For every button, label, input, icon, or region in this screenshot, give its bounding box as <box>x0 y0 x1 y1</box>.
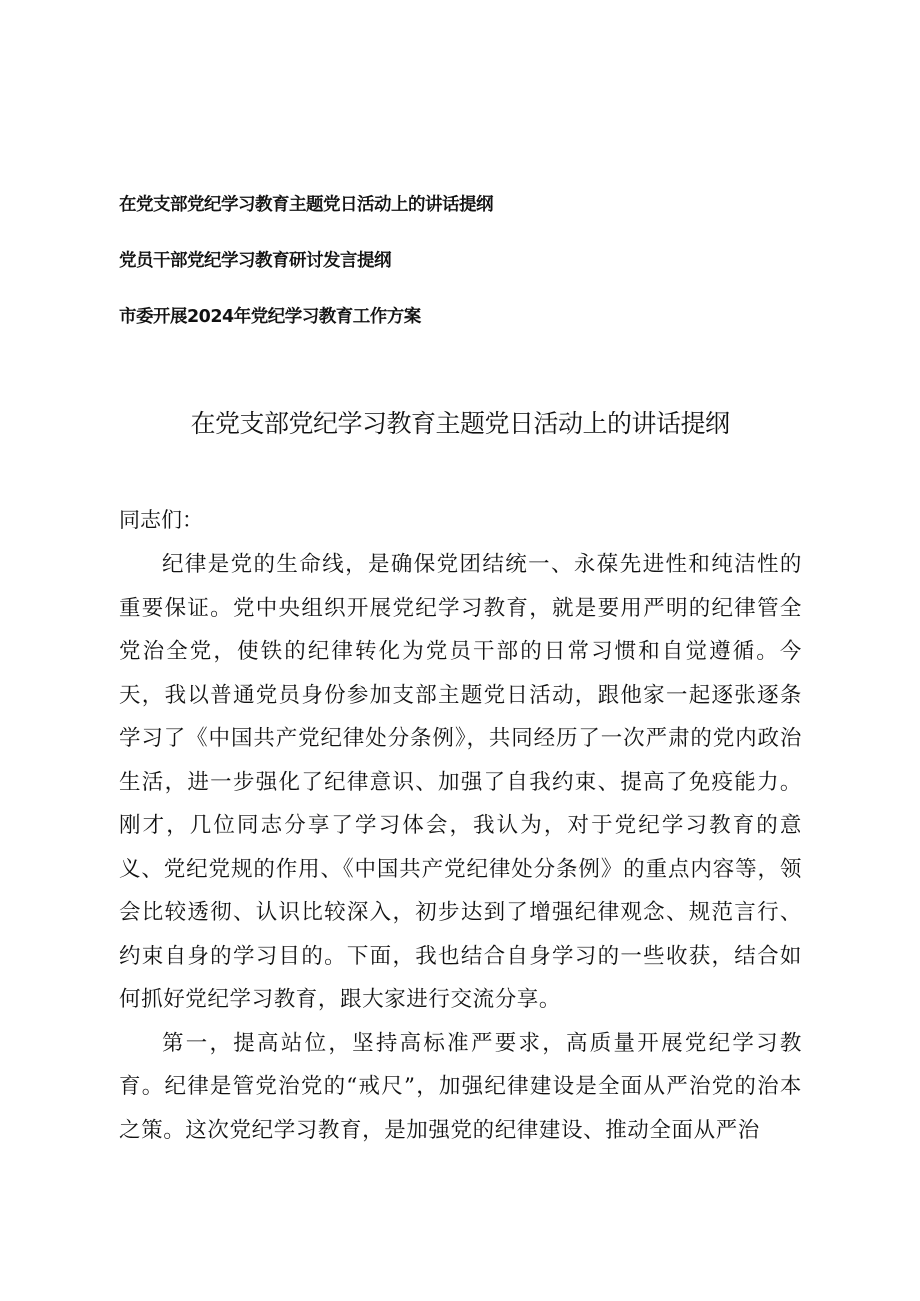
toc-item[interactable]: 党员干部党纪学习教育研讨发言提纲 <box>119 251 391 271</box>
document-title: 在党支部党纪学习教育主题党日活动上的讲话提纲 <box>190 409 730 438</box>
body-paragraph: 第一，提高站位，坚持高标准严要求，高质量开展党纪学习教育。纪律是管党治党的“戒尺”，加强纪律建设是全面从严治党的治本之策。这次党纪学习教育，是加强党的纪律建设、推动全面从严治 <box>119 1030 802 1143</box>
document-body <box>119 543 802 1152</box>
salutation: 同志们： <box>119 508 203 532</box>
toc-item[interactable]: 市委开展2024年党纪学习教育工作方案 <box>119 307 421 327</box>
table-of-contents <box>119 190 819 358</box>
toc-item[interactable]: 在党支部党纪学习教育主题党日活动上的讲话提纲 <box>119 195 493 215</box>
body-paragraph: 纪律是党的生命线，是确保党团结统一、永葆先进性和纯洁性的重要保证。党中央组织开展党纪学习教育，就是要用严明的纪律管全党治全党，使铁的纪律转化为党员干部的日常习惯和自觉遵循。今天，我以普通党员身份参加支部主题党日活动，跟他家一起逐张逐条学习了《中国共产党纪律处分条例》，共同经历了一次严肃的党内政治生活，进一步强化了纪律意识、加强了自我约束、提高了免疫能力。刚才，几位同志分享了学习体会，我认为，对于党纪学习教育的意义、党纪党规的作用、《中国共产党纪律处分条例》的重点内容等，领会比较透彻、认识比较深入，初步达到了增强纪律观念、规范言行、约束自身的学习目的。下面，我也结合自身学习的一些收获，结合如何抓好党纪学习教育，跟大家进行交流分享。 <box>119 552 802 1012</box>
